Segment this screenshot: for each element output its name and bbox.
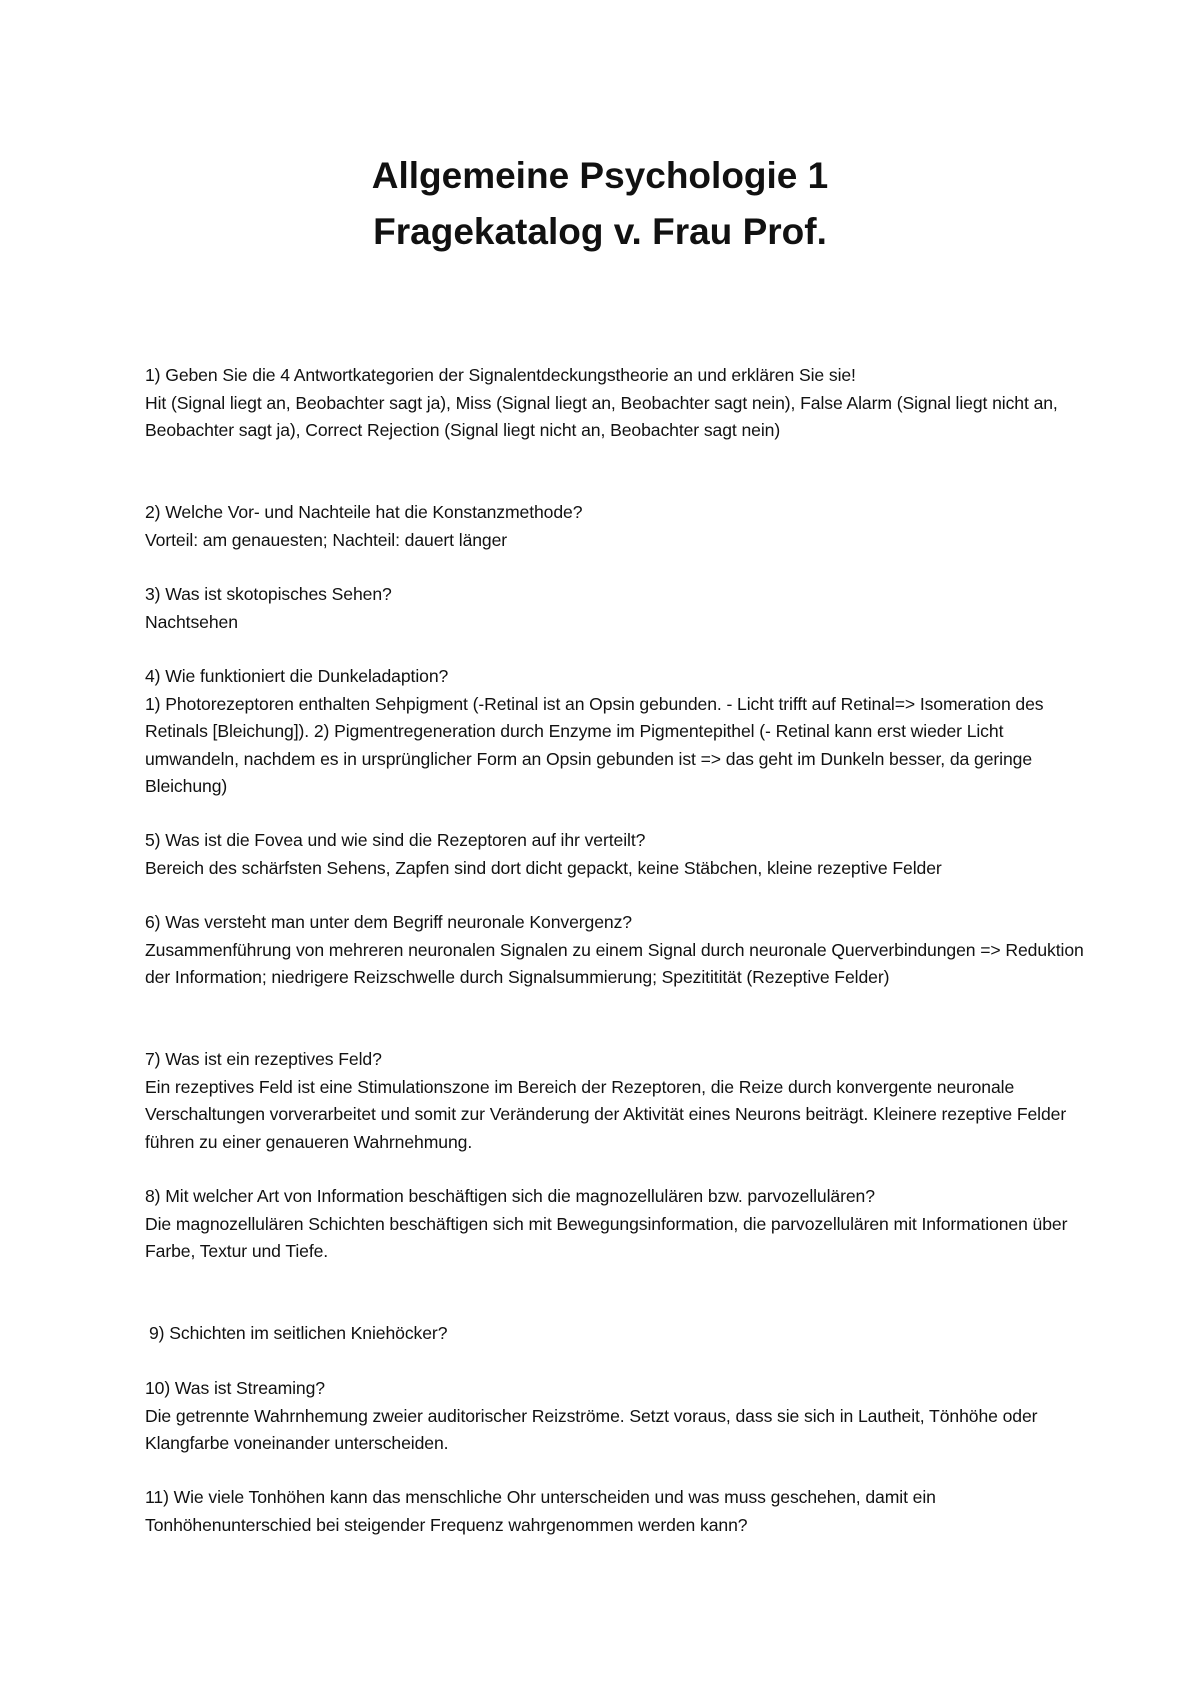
question-text: 5) Was ist die Fovea und wie sind die Rezeptoren auf ihr verteilt? <box>145 830 646 850</box>
qa-item-9 <box>149 1320 1089 1348</box>
answer-text: Zusammenführung von mehreren neuronalen Signalen zu einem Signal durch neuronale Querverbindungen => Reduktion der Information; niedrigere Reizschwelle durch Signalsummierung; Spezititität (Rezeptive Felder) <box>145 939 1084 987</box>
qa-item-10 <box>145 1375 1085 1458</box>
qa-item-3 <box>145 581 1085 636</box>
qa-item-2 <box>145 499 1085 554</box>
question-text: 11) Wie viele Tonhöhen kann das menschliche Ohr unterscheiden und was muss geschehen, damit ein Tonhöhenunterschied bei steigender Frequenz wahrgenommen werden kann? <box>145 1487 936 1535</box>
question-text: 9) Schichten im seitlichen Kniehöcker? <box>149 1323 448 1343</box>
qa-item-11 <box>145 1484 1085 1539</box>
qa-item-8 <box>145 1183 1085 1266</box>
question-text: 2) Welche Vor- und Nachteile hat die Konstanzmethode? <box>145 502 583 522</box>
question-text: 3) Was ist skotopisches Sehen? <box>145 584 392 604</box>
question-text: 4) Wie funktioniert die Dunkeladaption? <box>145 666 449 686</box>
qa-item-7 <box>145 1046 1085 1156</box>
answer-text: Bereich des schärfsten Sehens, Zapfen sind dort dicht gepackt, keine Stäbchen, kleine rezeptive Felder <box>145 857 942 878</box>
document-title <box>0 148 1200 260</box>
answer-text: 1) Photorezeptoren enthalten Sehpigment (-Retinal ist an Opsin gebunden. - Licht trifft auf Retinal=> Isomeration des Retinals [Bleichung]). 2) Pigmentregeneration durch Enzyme im Pigmentepithel (- Retinal kann erst wieder Licht umwandeln, nachdem es in ursprünglicher Form an Opsin gebunden ist => das geht im Dunkeln besser, da geringe Bleichung) <box>145 693 1044 796</box>
qa-item-6 <box>145 909 1085 992</box>
answer-text: Die magnozellulären Schichten beschäftigen sich mit Bewegungsinformation, die parvozellulären mit Informationen über Farbe, Textur und Tiefe. <box>145 1213 1068 1261</box>
question-text: 7) Was ist ein rezeptives Feld? <box>145 1049 382 1069</box>
question-text: 6) Was versteht man unter dem Begriff neuronale Konvergenz? <box>145 912 632 932</box>
question-text: 8) Mit welcher Art von Information beschäftigen sich die magnozellulären bzw. parvozellulären? <box>145 1186 875 1206</box>
title-line-2: Fragekatalog v. Frau Prof. <box>373 211 827 252</box>
answer-text: Nachtsehen <box>145 611 238 632</box>
question-text: 1) Geben Sie die 4 Antwortkategorien der Signalentdeckungstheorie an und erklären Sie sie! <box>145 365 856 385</box>
answer-text: Die getrennte Wahrnhemung zweier auditorischer Reizströme. Setzt voraus, dass sie sich in Lautheit, Tönhöhe oder Klangfarbe voneinander unterscheiden. <box>145 1405 1038 1453</box>
qa-item-1 <box>145 362 1085 445</box>
answer-text: Hit (Signal liegt an, Beobachter sagt ja), Miss (Signal liegt an, Beobachter sagt nein), False Alarm (Signal liegt nicht an, Beobachter sagt ja), Correct Rejection (Signal liegt nicht an, Beobachter sagt nein) <box>145 392 1058 440</box>
answer-text: Ein rezeptives Feld ist eine Stimulationszone im Bereich der Rezeptoren, die Reize durch konvergente neuronale Verschaltungen vorverarbeitet und somit zur Veränderung der Aktivität eines Neurons beiträgt. Kleinere rezeptive Felder führen zu einer genaueren Wahrnehmung. <box>145 1076 1067 1152</box>
qa-item-4 <box>145 663 1085 801</box>
qa-item-5 <box>145 827 1085 882</box>
title-line-1: Allgemeine Psychologie 1 <box>371 155 829 196</box>
answer-text: Vorteil: am genauesten; Nachteil: dauert länger <box>145 529 508 550</box>
question-text: 10) Was ist Streaming? <box>145 1378 325 1398</box>
